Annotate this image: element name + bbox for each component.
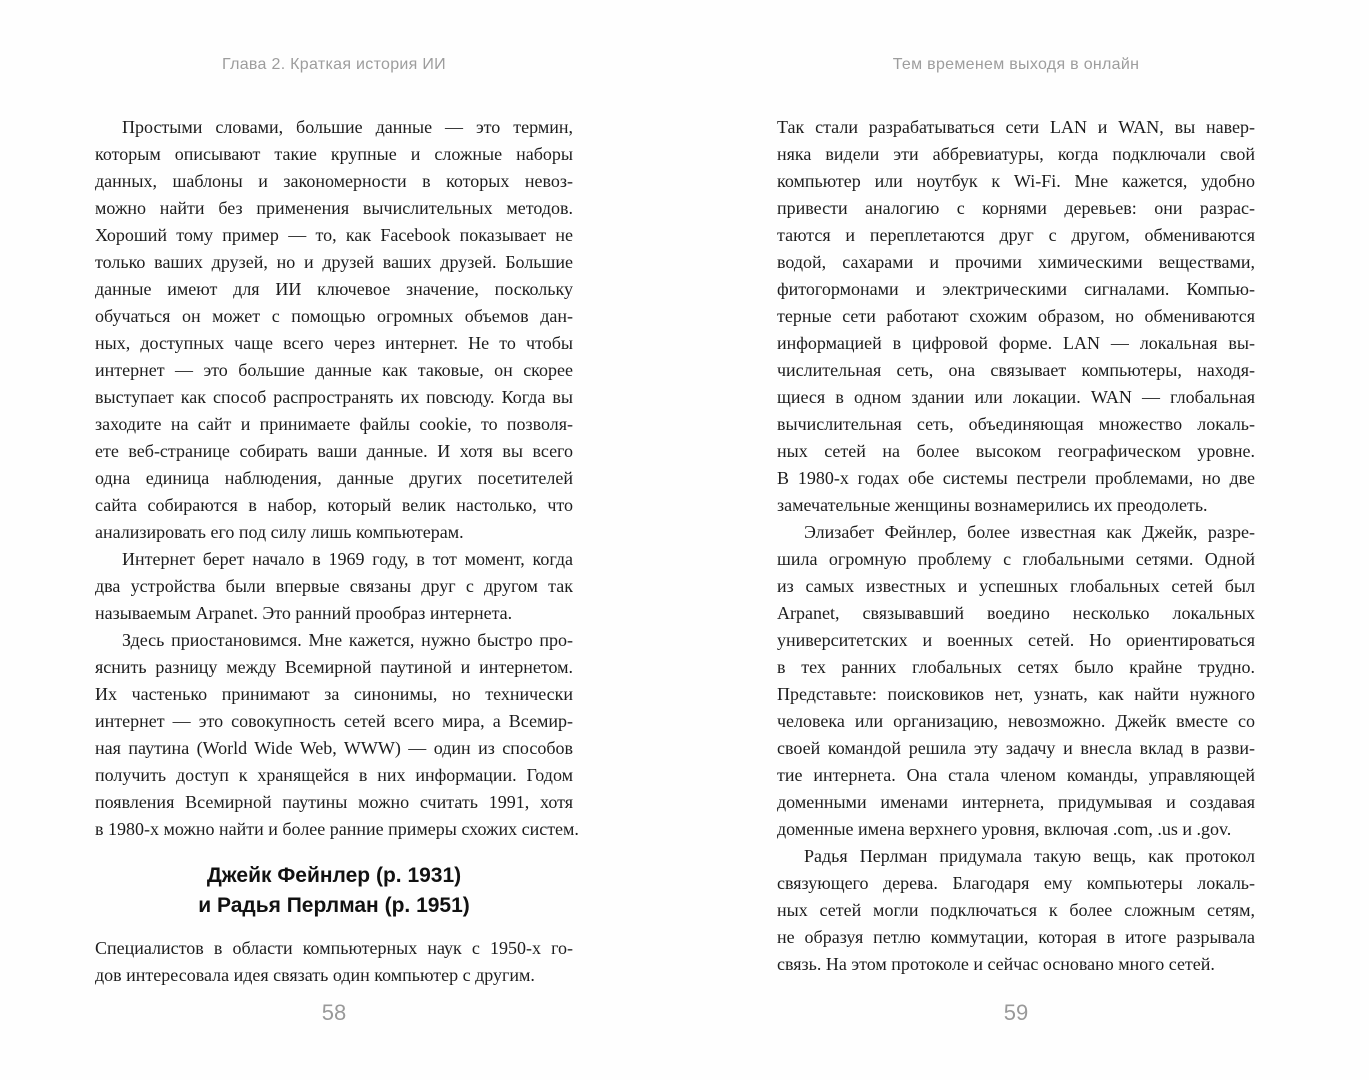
text-line: интернет — это большие данные как таковые, он скорее — [95, 360, 573, 380]
text-line: ных сетей на более высоком географическом уровне. — [777, 441, 1255, 461]
text-line: Элизабет Фейнлер, более известная как Джейк, разре- — [804, 522, 1255, 542]
text-line: сайта собираются в набор, который велик настолько, что — [95, 495, 573, 515]
text-line: терные сети работают схожим образом, но обмениваются — [777, 306, 1255, 326]
text-line: выступает как способ распространять их повсюду. Когда вы — [95, 387, 573, 407]
text-line: Здесь приостановимся. Мне кажется, нужно быстро про- — [122, 630, 573, 650]
page-left — [95, 0, 579, 1080]
text-line: обучаться он может с помощью огромных объемов дан- — [95, 306, 573, 326]
page-body-right — [777, 114, 1255, 978]
text-line: заходите на сайт и принимаете файлы cookie, то позволя- — [95, 414, 573, 434]
text-line: интернет — это совокупность сетей всего мира, а Всемир- — [95, 711, 573, 731]
text-line: Их частенько принимают за синонимы, но технически — [95, 684, 573, 704]
text-line: своей командой решила эту задачу и внесла вклад в разви- — [777, 738, 1255, 758]
text-line: Представьте: поисковиков нет, узнать, как найти нужного — [777, 684, 1255, 704]
text-line: Arpanet, связывавший воедино несколько локальных — [777, 603, 1255, 623]
section-heading — [95, 861, 573, 921]
text-line: человека или организацию, невозможно. Джейк вместе со — [777, 711, 1255, 731]
text-line: В 1980-х годах обе системы пестрели проблемами, но две — [777, 468, 1255, 488]
text-line: анализировать его под силу лишь компьютерам. — [95, 522, 464, 542]
text-line: доменными именами интернета, придумывая и создавая — [777, 792, 1255, 812]
text-line: два устройства были впервые связаны друг с другом так — [95, 576, 573, 596]
text-line: шила огромную проблему с глобальными сетями. Одной — [777, 549, 1255, 569]
text-line: доменные имена верхнего уровня, включая .com, .us и .gov. — [777, 819, 1232, 839]
text-line: данные имеют для ИИ ключевое значение, поскольку — [95, 279, 573, 299]
paragraph — [777, 843, 1255, 978]
heading-line: Джейк Фейнлер (р. 1931) — [206, 864, 462, 887]
heading-line: и Радья Перлман (р. 1951) — [198, 894, 470, 917]
running-header-right: Тем временем выходя в онлайн — [892, 56, 1140, 73]
text-line: няка видели эти аббревиатуры, когда подключали свой — [777, 144, 1255, 164]
text-line: одна единица наблюдения, данные других посетителей — [95, 468, 573, 488]
paragraph — [95, 546, 573, 627]
text-line: связь. На этом протоколе и сейчас основано много сетей. — [777, 954, 1215, 974]
text-line: связующего дерева. Благодаря ему компьютеры локаль- — [777, 873, 1255, 893]
text-line: в 1980-х можно найти и более ранние примеры схожих систем. — [95, 819, 579, 839]
text-line: Специалистов в области компьютерных наук с 1950-х го- — [95, 938, 573, 958]
text-line: в тех ранних глобальных сетях было крайне трудно. — [777, 657, 1255, 677]
text-line: привести аналогию с корнями деревьев: они разрас- — [777, 198, 1255, 218]
running-header-left: Глава 2. Краткая история ИИ — [222, 56, 446, 73]
text-line: числительная сеть, она связывает компьютеры, находя- — [777, 360, 1255, 380]
text-line: получить доступ к хранящейся в них информации. Годом — [95, 765, 573, 785]
paragraph — [95, 935, 573, 989]
text-line: дов интересовала идея связать один компьютер с другим. — [95, 965, 535, 985]
text-line: водой, сахарами и прочими химическими веществами, — [777, 252, 1255, 272]
text-line: только ваших друзей, но и друзей ваших друзей. Большие — [95, 252, 573, 272]
text-line: называемым Arpanet. Это ранний прообраз интернета. — [95, 603, 513, 623]
text-line: Интернет берет начало в 1969 году, в тот момент, когда — [122, 549, 573, 569]
text-line: ная паутина (World Wide Web, WWW) — один из способов — [95, 738, 573, 758]
text-line: ете веб-странице собирать ваши данные. И хотя вы всего — [95, 441, 573, 461]
paragraph — [777, 114, 1255, 519]
text-line: яснить разницу между Всемирной паутиной и интернетом. — [95, 657, 573, 677]
text-line: фитогормонами и электрическими сигналами. Компью- — [777, 279, 1255, 299]
paragraph — [95, 114, 573, 546]
text-line: компьютер или ноутбук к Wi-Fi. Мне кажется, удобно — [777, 171, 1255, 191]
text-line: замечательные женщины вознамерились их преодолеть. — [777, 495, 1208, 515]
text-line: Хороший тому пример — то, как Facebook показывает не — [95, 225, 573, 245]
page-number-left: 58 — [321, 1000, 347, 1025]
text-line: таются и переплетаются друг с другом, обмениваются — [777, 225, 1255, 245]
text-line: информацией в цифровой форме. LAN — локальная вы- — [777, 333, 1255, 353]
text-line: из самых известных и успешных глобальных сетей был — [777, 576, 1255, 596]
page-body-left — [95, 114, 579, 989]
text-line: Так стали разрабатываться сети LAN и WAN, вы навер- — [777, 117, 1255, 137]
text-line: ных, доступных чаще всего через интернет. Не то чтобы — [95, 333, 573, 353]
text-line: Радья Перлман придумала такую вещь, как протокол — [804, 846, 1255, 866]
text-line: вычислительная сеть, объединяющая множество локаль- — [777, 414, 1255, 434]
page-number-right: 59 — [1003, 1000, 1029, 1025]
text-line: ных сетей могли подключаться к более сложным сетям, — [777, 900, 1255, 920]
text-line: можно найти без применения вычислительных методов. — [95, 198, 573, 218]
text-line: появления Всемирной паутины можно считать 1991, хотя — [95, 792, 573, 812]
text-line: университетских и военных сетей. Но ориентироваться — [777, 630, 1255, 650]
text-line: тие интернета. Она стала членом команды, управляющей — [777, 765, 1255, 785]
text-line: не образуя петлю коммутации, которая в итоге разрывала — [777, 927, 1255, 947]
text-line: щиеся в одном здании или локации. WAN — глобальная — [777, 387, 1255, 407]
paragraph — [777, 519, 1255, 843]
text-line: данных, шаблоны и закономерности в которых невоз- — [95, 171, 573, 191]
text-line: Простыми словами, большие данные — это термин, — [122, 117, 573, 137]
page-right — [777, 0, 1255, 1080]
paragraph — [95, 627, 579, 843]
text-line: которым описывают такие крупные и сложные наборы — [95, 144, 573, 164]
